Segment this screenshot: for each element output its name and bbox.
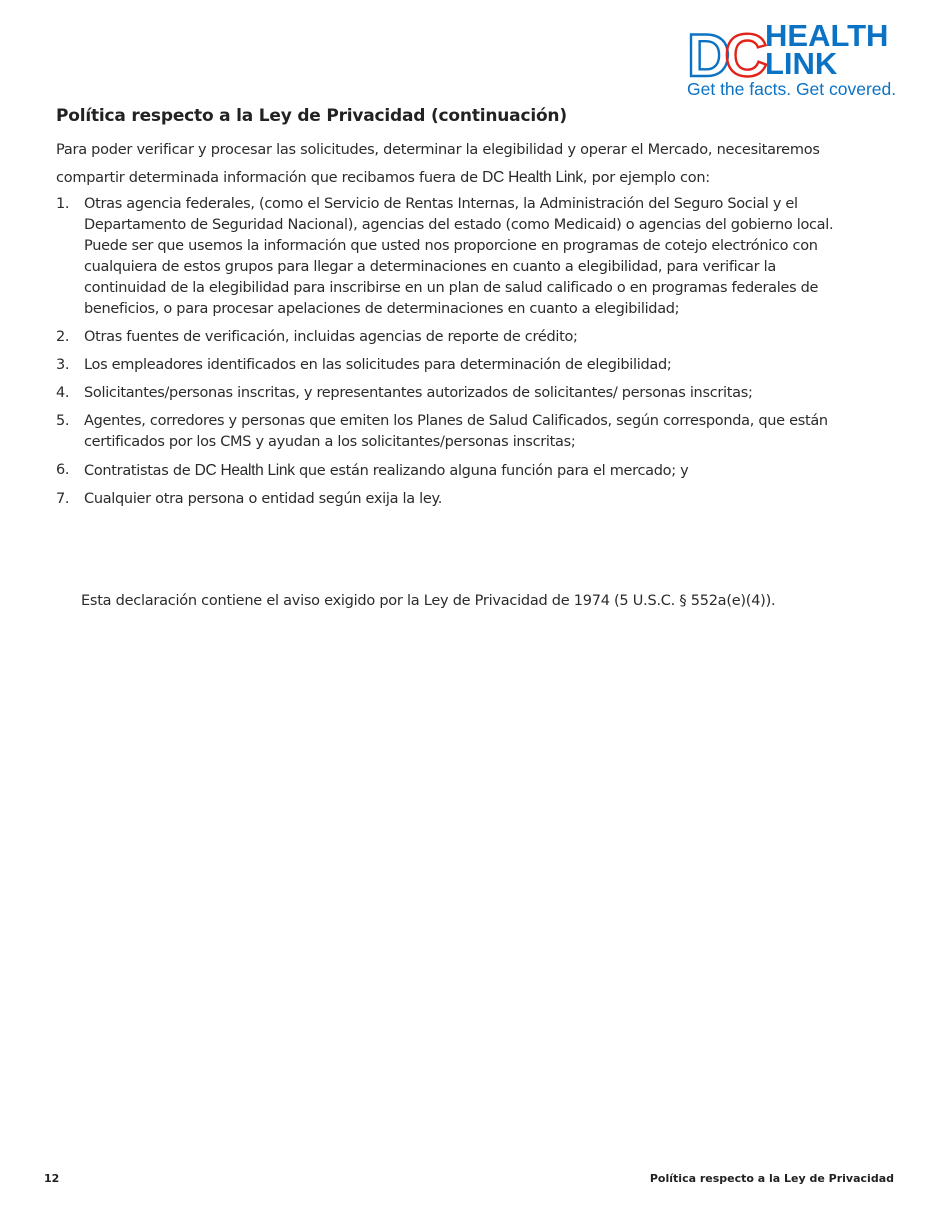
intro-text-before: Para poder verificar y procesar las solicitudes, determinar la elegibilidad y operar el Mercado, necesitaremos compartir determinada información que recibamos fuera de: [56, 142, 820, 186]
list-item-number: 2.: [56, 329, 70, 345]
list-item-number: 3.: [56, 357, 70, 373]
logo-c-letter: C: [724, 22, 762, 89]
list-item: [56, 489, 856, 510]
intro-paragraph: [56, 137, 856, 192]
footer-section-title: Política respecto a la Ley de Privacidad: [649, 1172, 894, 1185]
list-item-text-after: que están realizando alguna función para el mercado; y: [294, 463, 689, 479]
list-item-number: 1.: [56, 196, 70, 212]
logo-health-text: HEALTH: [765, 18, 889, 53]
list-item-text: Agentes, corredores y personas que emiten los Planes de Salud Calificados, según corresponda, que están certificados por los CMS y ayudan a los solicitantes/personas inscritas;: [84, 413, 828, 450]
list-item-number: 7.: [56, 491, 70, 507]
page-heading: Política respecto a la Ley de Privacidad (continuación): [56, 106, 567, 126]
footer-page-number: 12: [44, 1172, 60, 1185]
list-item-brand-name: DC Health Link: [194, 462, 295, 479]
list-item-text: Cualquier otra persona o entidad según exija la ley.: [84, 491, 443, 507]
list-item-text: Otras fuentes de verificación, incluidas agencias de reporte de crédito;: [84, 329, 578, 345]
list-item-text-before: Contratistas de: [84, 463, 195, 479]
intro-text-after: , por ejemplo con:: [582, 170, 710, 186]
list-item: [56, 460, 856, 482]
logo-d-letter: D: [687, 22, 725, 89]
list-item-number: 4.: [56, 385, 70, 401]
dc-health-link-logo: [686, 18, 914, 98]
list-item-number: 6.: [56, 462, 70, 478]
disclosure-list: [56, 194, 856, 517]
list-item-text: Los empleadores identificados en las solicitudes para determinación de elegibilidad;: [84, 357, 672, 373]
list-item-text: Otras agencia federales, (como el Servicio de Rentas Internas, la Administración del Seguro Social y el Departamento de Seguridad Nacional), agencias del estado (como Medicaid) o agencias del gobierno local. Puede ser que usemos la información que usted nos proporcione en programas de cotejo electrónico con cualquiera de estos grupos para llegar a determinaciones en cuanto a elegibilidad, para verificar la continuidad de la elegibilidad para inscribirse en un plan de salud calificado o en programas federales de beneficios, o para procesar apelaciones de determinaciones en cuanto a elegibilidad;: [84, 196, 834, 317]
list-item: [56, 411, 856, 453]
list-item-number: 5.: [56, 413, 70, 429]
list-item-text: Solicitantes/personas inscritas, y representantes autorizados de solicitantes/ personas inscritas;: [84, 385, 753, 401]
list-item: [56, 194, 856, 320]
logo-link-text: LINK: [765, 46, 838, 81]
list-item: [56, 355, 856, 376]
logo-tagline: Get the facts. Get covered.: [687, 79, 897, 98]
intro-brand-name: DC Health Link: [482, 169, 583, 186]
list-item: [56, 383, 856, 404]
privacy-act-statement: Esta declaración contiene el aviso exigido por la Ley de Privacidad de 1974 (5 U.S.C. § 552a(e)(4)).: [81, 593, 776, 609]
list-item: [56, 327, 856, 348]
